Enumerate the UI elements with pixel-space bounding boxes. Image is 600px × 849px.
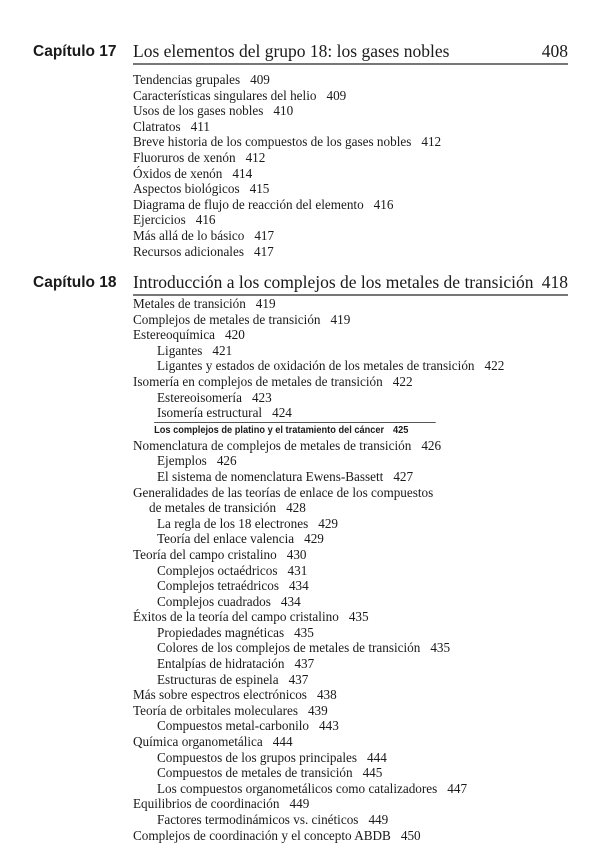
toc-entry-page: 429 — [318, 515, 339, 531]
toc-entry — [133, 547, 504, 563]
chapter-page: 408 — [541, 41, 568, 61]
toc-entry — [133, 103, 441, 119]
toc-entry-page: 411 — [190, 118, 210, 134]
toc-entry-page: 409 — [250, 72, 270, 87]
toc-entry — [133, 438, 504, 454]
chapter-18-entries — [133, 296, 504, 843]
toc-entry — [133, 119, 441, 135]
toc-entry-text: Ejercicios — [133, 212, 186, 228]
toc-entry-text: Estructuras de espinela — [157, 671, 279, 687]
toc-entry-text: Estereoisomería — [157, 389, 242, 405]
toc-entry — [133, 531, 504, 547]
toc-entry-text: Compuestos metal-carbonilo — [157, 718, 309, 734]
toc-entry-text: Química organometálica — [133, 734, 263, 750]
toc-entry-page: 449 — [289, 796, 310, 812]
toc-entry — [133, 750, 504, 766]
toc-entry-page: 416 — [373, 196, 394, 212]
toc-entry-page: 445 — [362, 765, 383, 781]
toc-entry — [133, 516, 504, 532]
toc-entry-page: 424 — [272, 405, 292, 421]
toc-entry-page: 437 — [294, 656, 315, 672]
toc-entry-text: Entalpías de hidratación — [157, 656, 285, 672]
toc-entry — [133, 500, 504, 516]
toc-entry-text: Éxitos de la teoría del campo cristalino — [133, 609, 339, 625]
toc-entry — [133, 656, 504, 672]
toc-entry-page: 437 — [288, 671, 309, 687]
toc-entry-text: Estereoquímica — [133, 327, 216, 343]
toc-entry-page: 419 — [255, 296, 276, 311]
toc-entry-page: 423 — [251, 389, 272, 405]
toc-entry-text: Complejos octaédricos — [157, 562, 278, 578]
toc-entry-page: 435 — [348, 609, 369, 625]
toc-entry — [133, 594, 504, 610]
toc-entry-page: 431 — [287, 562, 308, 578]
toc-entry-page: 434 — [280, 593, 301, 609]
chapter-17-entries — [133, 72, 441, 259]
chapter-label: Capítulo 18 — [33, 274, 117, 291]
toc-entry-text: Recursos adicionales — [133, 243, 244, 259]
toc-entry-page: 430 — [286, 546, 307, 562]
toc-entry — [133, 734, 504, 750]
toc-entry — [133, 358, 504, 374]
toc-entry-page: 450 — [400, 827, 421, 843]
toc-entry — [133, 609, 504, 625]
toc-entry — [133, 672, 504, 688]
toc-entry-text: Teoría del enlace valencia — [157, 531, 295, 547]
toc-entry-page: 443 — [319, 718, 339, 734]
toc-entry — [133, 640, 504, 656]
toc-entry — [133, 181, 441, 197]
toc-entry — [133, 578, 504, 594]
toc-entry — [133, 796, 504, 812]
toc-entry-text: Ligantes y estados de oxidación de los metales de transición — [157, 358, 475, 374]
toc-entry — [133, 485, 504, 501]
toc-entry-page: 416 — [195, 212, 216, 228]
toc-entry-page: 426 — [421, 437, 442, 453]
toc-entry — [133, 405, 504, 421]
toc-entry-text: Colores de los complejos de metales de transición — [157, 640, 421, 656]
toc-entry-page: 444 — [367, 749, 387, 765]
toc-entry-text: Nomenclatura de complejos de metales de transición — [133, 437, 412, 453]
toc-entry-page: 409 — [326, 87, 347, 103]
toc-entry-text: Generalidades de las teorías de enlace de los compuestos — [133, 484, 434, 500]
toc-entry-page: 419 — [330, 311, 351, 327]
toc-entry-page: 427 — [393, 468, 414, 484]
toc-entry-page: 425 — [392, 423, 409, 436]
chapter-label: Capítulo 17 — [33, 43, 117, 60]
toc-entry-page: 422 — [392, 373, 413, 389]
toc-entry-page: 428 — [286, 500, 306, 516]
toc-entry — [133, 718, 504, 734]
chapter-page: 418 — [541, 272, 568, 292]
toc-entry-page: 410 — [273, 103, 294, 119]
toc-entry — [133, 150, 441, 166]
toc-entry — [133, 134, 441, 150]
toc-boxed-feature — [133, 421, 460, 438]
toc-entry-text: Más sobre espectros electrónicos — [133, 687, 307, 703]
toc-entry-page: 415 — [249, 181, 270, 197]
toc-entry — [133, 296, 504, 312]
toc-entry-text: Ejemplos — [157, 453, 207, 469]
toc-entry-text: Clatratos — [133, 118, 181, 134]
toc-entry-text: de metales de transición — [149, 500, 277, 516]
toc-entry-text: Breve historia de los compuestos de los gases nobles — [133, 134, 412, 150]
toc-entry-text: Los compuestos organometálicos como catalizadores — [157, 780, 438, 796]
toc-entry — [133, 166, 441, 182]
toc-entry — [133, 390, 504, 406]
toc-entry-text: Los complejos de platino y el tratamiento del cáncer — [154, 423, 385, 436]
chapter-rule — [133, 63, 568, 65]
toc-entry-text: Teoría de orbitales moleculares — [133, 702, 298, 718]
toc-entry-text: Más allá de lo básico — [133, 227, 245, 243]
chapter-title: Los elementos del grupo 18: los gases nobles — [133, 41, 450, 61]
toc-entry — [133, 453, 504, 469]
toc-entry-page: 439 — [307, 702, 328, 718]
toc-entry — [133, 244, 441, 260]
toc-entry-page: 435 — [294, 624, 314, 640]
toc-entry-text: Aspectos biológicos — [133, 181, 240, 197]
toc-entry — [133, 563, 504, 579]
toc-entry-text: Complejos tetraédricos — [157, 578, 279, 594]
toc-entry-text: Complejos de coordinación y el concepto ABDB — [133, 827, 391, 843]
toc-entry — [133, 703, 504, 719]
toc-entry-text: Complejos cuadrados — [157, 593, 271, 609]
toc-entry-text: Equilibrios de coordinación — [133, 796, 280, 812]
toc-entry-text: Factores termodinámicos vs. cinéticos — [157, 812, 359, 827]
toc-entry-page: 422 — [484, 358, 505, 374]
toc-entry — [133, 374, 504, 390]
toc-entry-page: 414 — [232, 165, 253, 181]
toc-entry-text: El sistema de nomenclatura Ewens-Bassett — [157, 468, 384, 484]
toc-entry — [133, 687, 504, 703]
toc-entry-text: Ligantes — [157, 342, 203, 358]
toc-entry-page: 421 — [212, 342, 233, 358]
toc-entry-page: 417 — [254, 227, 275, 243]
toc-entry-text: Isomería estructural — [157, 405, 263, 421]
toc-entry-text: Isomería en complejos de metales de transición — [133, 373, 383, 389]
toc-entry — [133, 828, 504, 844]
toc-entry — [133, 197, 441, 213]
toc-entry-page: 447 — [447, 780, 468, 796]
toc-entry-page: 426 — [216, 453, 237, 469]
toc-entry — [133, 812, 504, 828]
toc-entry — [133, 212, 441, 228]
toc-entry-text: Propiedades magnéticas — [157, 624, 285, 640]
toc-entry — [133, 781, 504, 797]
toc-entry-text: Diagrama de flujo de reacción del elemento — [133, 196, 364, 212]
toc-entry-text: Fluoruros de xenón — [133, 149, 236, 165]
toc-entry-page: 435 — [430, 640, 451, 656]
toc-entry-text: Metales de transición — [133, 296, 246, 311]
toc-entry — [133, 312, 504, 328]
toc-entry-page: 412 — [245, 149, 266, 165]
toc-entry — [133, 343, 504, 359]
toc-entry-text: Características singulares del helio — [133, 87, 317, 103]
toc-entry-page: 429 — [304, 531, 324, 547]
toc-entry-page: 412 — [421, 134, 442, 150]
toc-entry-page: 434 — [288, 578, 309, 594]
toc-entry-text: La regla de los 18 electrones — [157, 515, 309, 531]
toc-entry-page: 417 — [253, 243, 274, 259]
toc-entry-text: Usos de los gases nobles — [133, 103, 264, 119]
toc-entry-text: Compuestos de los grupos principales — [157, 749, 357, 765]
toc-entry-text: Tendencias grupales — [133, 72, 241, 87]
toc-entry — [133, 327, 504, 343]
toc-entry-text: Teoría del campo cristalino — [133, 546, 277, 562]
chapter-title: Introducción a los complejos de los metales de transición — [133, 272, 534, 292]
toc-entry — [133, 72, 441, 88]
toc-entry-text: Compuestos de metales de transición — [157, 765, 353, 781]
toc-entry-text: Complejos de metales de transición — [133, 311, 321, 327]
toc-entry-page: 420 — [225, 327, 245, 343]
toc-entry-text: Óxidos de xenón — [133, 165, 223, 181]
toc-entry-page: 444 — [272, 734, 293, 750]
toc-entry-page: 438 — [316, 687, 337, 703]
toc-entry — [133, 88, 441, 104]
toc-entry — [133, 625, 504, 641]
toc-entry — [133, 765, 504, 781]
toc-entry-page: 449 — [368, 812, 389, 827]
toc-entry — [133, 469, 504, 485]
toc-entry — [133, 228, 441, 244]
